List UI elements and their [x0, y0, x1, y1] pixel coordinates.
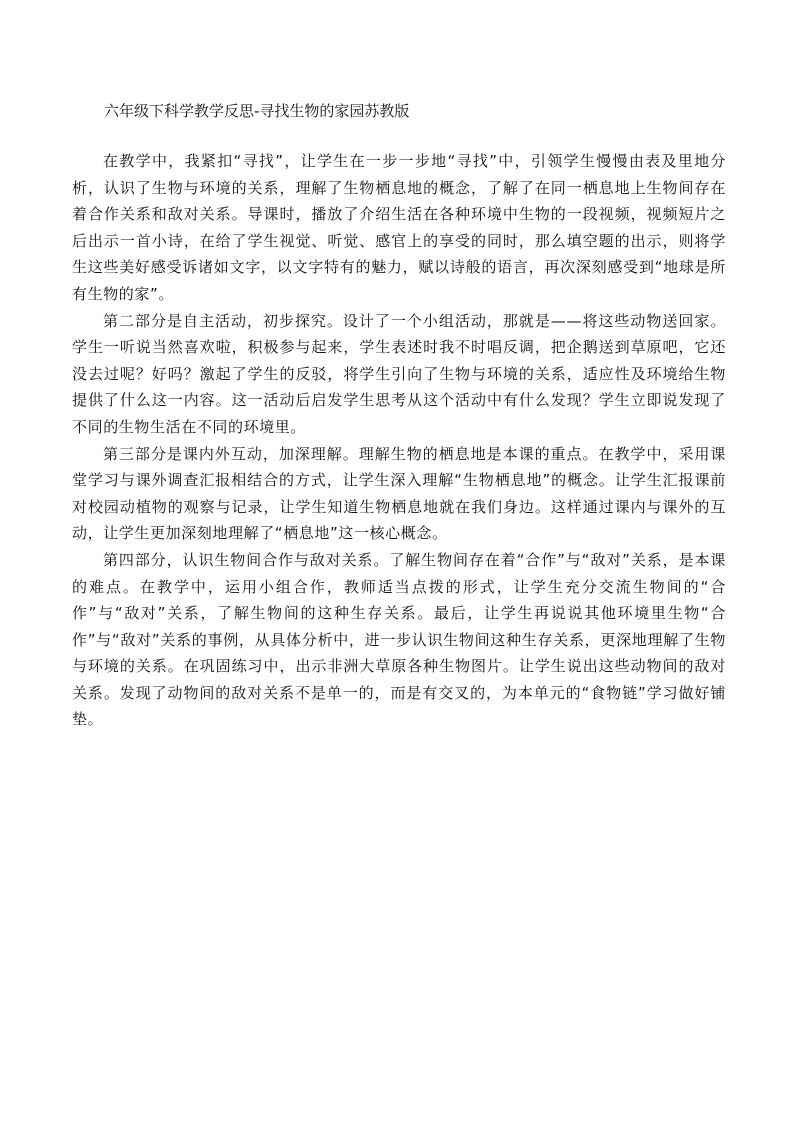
- paragraph-part-two: 第二部分是自主活动，初步探究。设计了一个小组活动，那就是——将这些动物送回家。学生一听说当然喜欢啦，积极参与起来，学生表述时我不时唱反调，把企鹅送到草原吧，它还没去过呢？好吗？激起了学生的反驳，将学生引向了生物与环境的关系，适应性及环境给生物提供了什么这一内容。这一活动后启发学生思考从这个活动中有什么发现？学生立即说发现了不同的生物生活在不同的环境里。: [72, 311, 726, 436]
- paragraph-part-four: 第四部分，认识生物间合作与敌对关系。了解生物间存在着“合作”与“敌对”关系，是本课的难点。在教学中，运用小组合作，教师适当点拨的形式，让学生充分交流生物间的“合作”与“敌对”关系，了解生物间的这种生存关系。最后，让学生再说说其他环境里生物“合作”与“敌对”关系的事例，从具体分析中，进一步认识生物间这种生存关系，更深地理解了生物与环境的关系。在巩固练习中，出示非洲大草原各种生物图片。让学生说出这些动物间的敌对关系。发现了动物间的敌对关系不是单一的，而是有交叉的，为本单元的“食物链”学习做好铺垫。: [72, 550, 726, 729]
- paragraph-part-three: 第三部分是课内外互动，加深理解。理解生物的栖息地是本课的重点。在教学中，采用课堂学习与课外调查汇报相结合的方式，让学生深入理解“生物栖息地”的概念。让学生汇报课前对校园动植物的观察与记录，让学生知道生物栖息地就在我们身边。这样通过课内与课外的互动，让学生更加深刻地理解了“栖息地”这一核心概念。: [72, 444, 726, 543]
- document-body: [72, 148, 726, 733]
- document-title: 六年级下科学教学反思-寻找生物的家园苏教版: [104, 102, 410, 120]
- paragraph-intro: 在教学中，我紧扣“寻找”，让学生在一步一步地“寻找”中，引领学生慢慢由表及里地分析，认识了生物与环境的关系，理解了生物栖息地的概念，了解了在同一栖息地上生物间存在着合作关系和敌对关系。导课时，播放了介绍生活在各种环境中生物的一段视频，视频短片之后出示一首小诗，在给了学生视觉、听觉、感官上的享受的同时，那么填空题的出示，则将学生这些美好感受诉诸如文字，以文字特有的魅力，赋以诗般的语言，再次深刻感受到“地球是所有生物的家”。: [72, 152, 726, 303]
